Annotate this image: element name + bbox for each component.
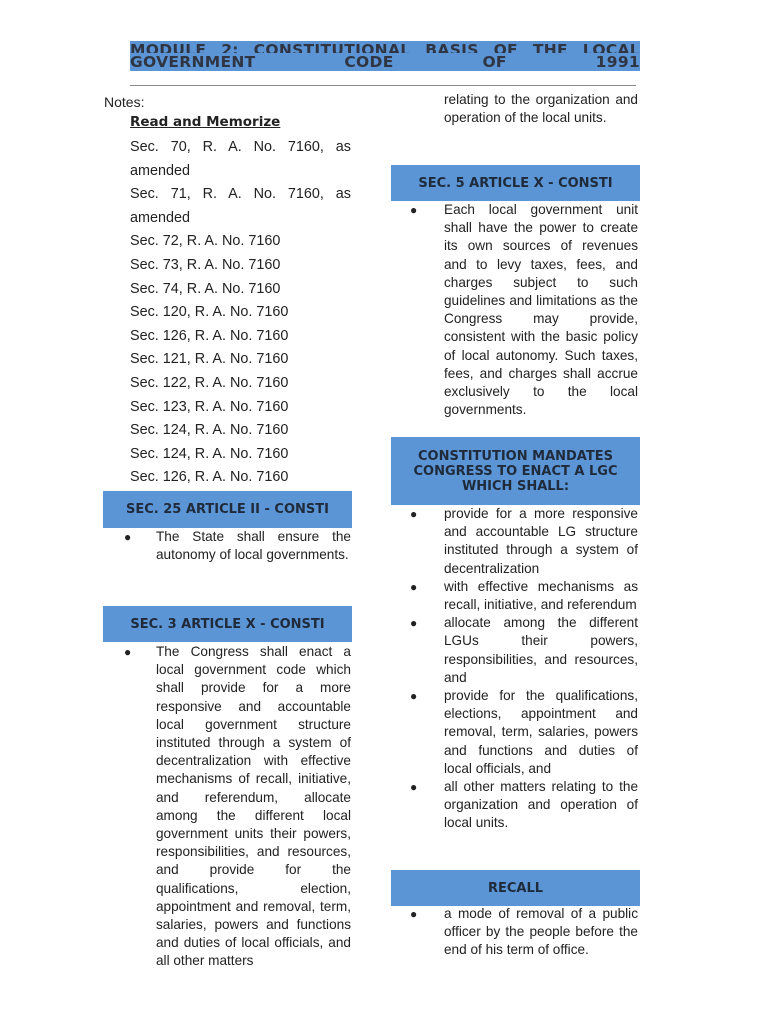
bullet-icon: ● [410, 616, 418, 631]
bullet-icon: ● [410, 579, 418, 594]
list-item [410, 687, 638, 778]
list-item [410, 778, 638, 833]
title-divider [130, 85, 636, 86]
bullet-icon: ● [410, 507, 418, 521]
list-item: Sec. 123, R. A. No. 7160 [130, 398, 289, 415]
sec25-bullets [124, 528, 351, 564]
mandates-text-4: provide for the qualifications, elections, appointment and removal, term, salaries, powers and functions and duties of local officials, and [444, 688, 638, 776]
sec5-header: SEC. 5 ARTICLE X - CONSTI [391, 165, 640, 201]
sec3-bullets [124, 643, 351, 971]
bullet-icon: ● [410, 907, 418, 921]
sec25-text: The State shall ensure the autonomy of local governments. [156, 529, 351, 563]
list-item: Sec. 126, R. A. No. 7160 [130, 469, 289, 486]
list-item [410, 578, 638, 614]
page-title: MODULE 2: CONSTITUTIONAL BASIS OF THE LOCAL GOVERNMENT CODE OF 1991 [130, 41, 640, 71]
list-item: Sec. 121, R. A. No. 7160 [130, 351, 289, 368]
bullet-icon: ● [410, 203, 418, 217]
list-item: Sec. 124, R. A. No. 7160 [130, 445, 289, 462]
sec3-text: The Congress shall enact a local government code which shall provide for a more responsive and accountable local government structure instituted through a system of decentralization with effective mechanisms of recall, initiative, and referendum, allocate among the different local government units their powers, responsibilities, and resources, and provide for the qualifications, election, appointment and removal, term, salaries, powers and functions and duties of local officials, and all other matters [156, 644, 351, 969]
list-item: Sec. 122, R. A. No. 7160 [130, 374, 289, 391]
list-item: Sec. 74, R. A. No. 7160 [130, 280, 281, 297]
list-item [124, 643, 351, 971]
read-memorize-heading: Read and Memorize [130, 114, 281, 130]
sec3-header: SEC. 3 ARTICLE X - CONSTI [103, 606, 352, 642]
recall-bullets [410, 905, 638, 960]
list-item [410, 201, 638, 419]
list-item: Sec. 120, R. A. No. 7160 [130, 304, 289, 321]
list-item: Sec. 126, R. A. No. 7160 [130, 327, 289, 344]
list-item: Sec. 71, R. A. No. 7160, as amended [130, 186, 351, 226]
bullet-icon: ● [410, 780, 418, 795]
mandates-text-3: allocate among the different LGUs their powers, responsibilities, and resources, and [444, 615, 638, 685]
sec5-text: Each local government unit shall have the power to create its own sources of revenues and to levy taxes, fees, and charges subject to such guidelines and limitations as the Congress may provide, consistent with the basic policy of local autonomy. Such taxes, fees, and charges shall accrue exclusively to the local governments. [444, 202, 638, 418]
list-item: Sec. 124, R. A. No. 7160 [130, 422, 289, 439]
list-item: Sec. 70, R. A. No. 7160, as amended [130, 139, 351, 179]
list-item: Sec. 73, R. A. No. 7160 [130, 256, 281, 273]
bullet-icon: ● [410, 689, 418, 704]
notes-list [130, 136, 351, 490]
list-item [410, 614, 638, 687]
list-item: Sec. 72, R. A. No. 7160 [130, 233, 281, 250]
bullet-icon: ● [124, 645, 132, 659]
list-item [410, 505, 638, 578]
continuation-text: relating to the organization and operation of the local units. [444, 92, 638, 126]
mandates-bullets [410, 505, 638, 833]
sec5-bullets [410, 201, 638, 419]
mandates-header: CONSTITUTION MANDATES CONGRESS TO ENACT A LGC WHICH SHALL: [391, 437, 640, 505]
list-item [124, 528, 351, 564]
notes-label: Notes: [104, 94, 145, 110]
recall-text: a mode of removal of a public officer by the people before the end of his term of office. [444, 906, 638, 958]
list-item [410, 905, 638, 960]
recall-header: RECALL [391, 870, 640, 906]
bullet-icon: ● [124, 530, 132, 544]
mandates-text-1: provide for a more responsive and accountable LG structure instituted through a system of decentralization [444, 506, 638, 576]
sec25-header: SEC. 25 ARTICLE II - CONSTI [103, 491, 352, 528]
mandates-text-5: all other matters relating to the organization and operation of local units. [444, 779, 638, 831]
mandates-text-2: with effective mechanisms as recall, initiative, and referendum [444, 578, 638, 613]
